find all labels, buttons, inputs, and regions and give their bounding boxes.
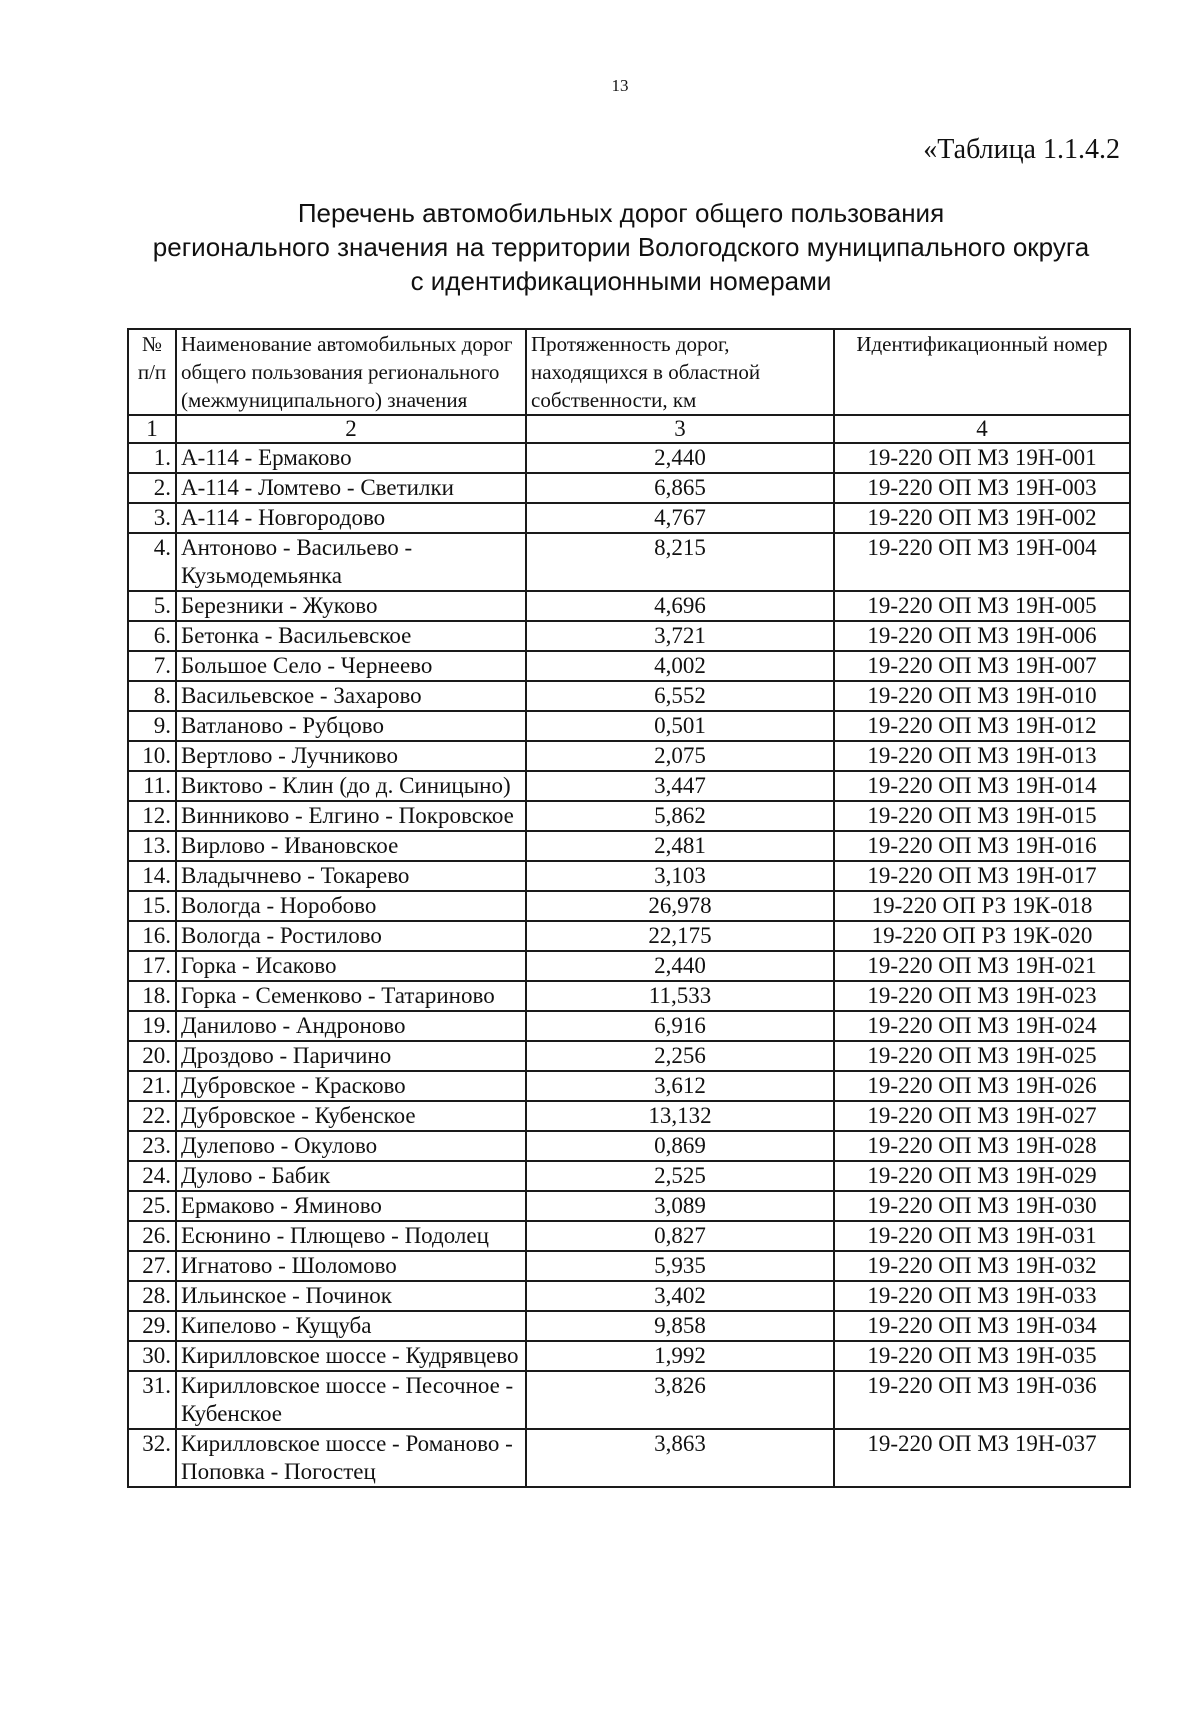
table-body	[128, 415, 1130, 1487]
row-number: 3.	[128, 503, 176, 533]
row-number: 8.	[128, 681, 176, 711]
table-row	[128, 891, 1130, 921]
road-id: 19-220 ОП МЗ 19Н-034	[834, 1311, 1130, 1341]
row-number: 5.	[128, 591, 176, 621]
row-number: 13.	[128, 831, 176, 861]
row-number: 32.	[128, 1429, 176, 1487]
row-number: 20.	[128, 1041, 176, 1071]
road-length: 2,525	[526, 1161, 834, 1191]
table-row	[128, 1041, 1130, 1071]
road-name: Данилово - Андроново	[176, 1011, 526, 1041]
road-id: 19-220 ОП РЗ 19К-020	[834, 921, 1130, 951]
road-length: 3,721	[526, 621, 834, 651]
road-length: 0,869	[526, 1131, 834, 1161]
roads-table	[127, 328, 1131, 1488]
road-name: Вертлово - Лучниково	[176, 741, 526, 771]
row-number: 10.	[128, 741, 176, 771]
road-length: 9,858	[526, 1311, 834, 1341]
road-id: 19-220 ОП МЗ 19Н-036	[834, 1371, 1130, 1429]
table-row	[128, 591, 1130, 621]
table-row	[128, 1101, 1130, 1131]
road-id: 19-220 ОП МЗ 19Н-010	[834, 681, 1130, 711]
column-number: 1	[128, 415, 176, 443]
road-id: 19-220 ОП МЗ 19Н-021	[834, 951, 1130, 981]
table-row	[128, 981, 1130, 1011]
road-name: Ильинское - Починок	[176, 1281, 526, 1311]
header-id: Идентификационный номер	[834, 329, 1130, 415]
column-number: 2	[176, 415, 526, 443]
road-name: А-114 - Новгородово	[176, 503, 526, 533]
row-number: 21.	[128, 1071, 176, 1101]
table-row	[128, 771, 1130, 801]
road-id: 19-220 ОП МЗ 19Н-004	[834, 533, 1130, 591]
road-id: 19-220 ОП МЗ 19Н-016	[834, 831, 1130, 861]
table-reference: «Таблица 1.1.4.2	[923, 134, 1120, 165]
table-row	[128, 1221, 1130, 1251]
row-number: 2.	[128, 473, 176, 503]
road-name: Вирлово - Ивановское	[176, 831, 526, 861]
road-length: 2,075	[526, 741, 834, 771]
column-number: 4	[834, 415, 1130, 443]
row-number: 17.	[128, 951, 176, 981]
table-row	[128, 651, 1130, 681]
road-name: Васильевское - Захарово	[176, 681, 526, 711]
table-row	[128, 1131, 1130, 1161]
table-row	[128, 831, 1130, 861]
road-id: 19-220 ОП МЗ 19Н-013	[834, 741, 1130, 771]
road-length: 1,992	[526, 1341, 834, 1371]
row-number: 11.	[128, 771, 176, 801]
table-row	[128, 443, 1130, 473]
road-length: 3,863	[526, 1429, 834, 1487]
row-number: 29.	[128, 1311, 176, 1341]
table-row	[128, 1371, 1130, 1429]
road-name: Дубровское - Кубенское	[176, 1101, 526, 1131]
road-id: 19-220 ОП МЗ 19Н-031	[834, 1221, 1130, 1251]
road-name: Березники - Жуково	[176, 591, 526, 621]
road-name: Дроздово - Паричино	[176, 1041, 526, 1071]
road-id: 19-220 ОП МЗ 19Н-014	[834, 771, 1130, 801]
road-id: 19-220 ОП МЗ 19Н-023	[834, 981, 1130, 1011]
table-row	[128, 503, 1130, 533]
road-name: Дубровское - Красково	[176, 1071, 526, 1101]
row-number: 6.	[128, 621, 176, 651]
row-number: 27.	[128, 1251, 176, 1281]
table-row	[128, 801, 1130, 831]
road-id: 19-220 ОП МЗ 19Н-005	[834, 591, 1130, 621]
road-length: 8,215	[526, 533, 834, 591]
road-id: 19-220 ОП МЗ 19Н-024	[834, 1011, 1130, 1041]
road-id: 19-220 ОП МЗ 19Н-037	[834, 1429, 1130, 1487]
row-number: 16.	[128, 921, 176, 951]
road-name: Виктово - Клин (до д. Синицыно)	[176, 771, 526, 801]
table-row	[128, 921, 1130, 951]
road-length: 4,696	[526, 591, 834, 621]
page-number: 13	[611, 76, 629, 95]
title-line: Перечень автомобильных дорог общего пользования	[297, 198, 945, 228]
road-length: 13,132	[526, 1101, 834, 1131]
road-length: 2,481	[526, 831, 834, 861]
road-id: 19-220 ОП МЗ 19Н-006	[834, 621, 1130, 651]
road-length: 2,440	[526, 951, 834, 981]
road-id: 19-220 ОП МЗ 19Н-032	[834, 1251, 1130, 1281]
road-id: 19-220 ОП МЗ 19Н-012	[834, 711, 1130, 741]
road-id: 19-220 ОП МЗ 19Н-003	[834, 473, 1130, 503]
road-name: Винниково - Елгино - Покровское	[176, 801, 526, 831]
row-number: 23.	[128, 1131, 176, 1161]
road-length: 3,612	[526, 1071, 834, 1101]
road-name: Ермаково - Яминово	[176, 1191, 526, 1221]
row-number: 4.	[128, 533, 176, 591]
row-number: 14.	[128, 861, 176, 891]
header-length: Протяженность дорог, находящихся в областной собственности, км	[526, 329, 834, 415]
road-name: Вологда - Ростилово	[176, 921, 526, 951]
road-length: 5,862	[526, 801, 834, 831]
road-name: Дулепово - Окулово	[176, 1131, 526, 1161]
road-id: 19-220 ОП МЗ 19Н-025	[834, 1041, 1130, 1071]
table-row	[128, 951, 1130, 981]
road-name: Вологда - Норобово	[176, 891, 526, 921]
road-length: 6,916	[526, 1011, 834, 1041]
document-title	[60, 196, 1182, 298]
table-row	[128, 711, 1130, 741]
road-length: 4,002	[526, 651, 834, 681]
row-number: 19.	[128, 1011, 176, 1041]
table-row	[128, 681, 1130, 711]
row-number: 30.	[128, 1341, 176, 1371]
row-number: 25.	[128, 1191, 176, 1221]
road-id: 19-220 ОП МЗ 19Н-033	[834, 1281, 1130, 1311]
road-name: А-114 - Ермаково	[176, 443, 526, 473]
row-number: 31.	[128, 1371, 176, 1429]
road-name: Дулово - Бабик	[176, 1161, 526, 1191]
road-name: Бетонка - Васильевское	[176, 621, 526, 651]
road-id: 19-220 ОП МЗ 19Н-028	[834, 1131, 1130, 1161]
road-length: 3,402	[526, 1281, 834, 1311]
title-line: регионального значения на территории Вологодского муниципального округа	[152, 232, 1090, 262]
column-numbers-row	[128, 415, 1130, 443]
road-id: 19-220 ОП МЗ 19Н-035	[834, 1341, 1130, 1371]
road-length: 3,089	[526, 1191, 834, 1221]
road-name: Игнатово - Шоломово	[176, 1251, 526, 1281]
row-number: 9.	[128, 711, 176, 741]
road-length: 2,256	[526, 1041, 834, 1071]
row-number: 7.	[128, 651, 176, 681]
road-id: 19-220 ОП МЗ 19Н-026	[834, 1071, 1130, 1101]
road-name: Кирилловское шоссе - Кудрявцево	[176, 1341, 526, 1371]
table-row	[128, 1011, 1130, 1041]
road-id: 19-220 ОП МЗ 19Н-030	[834, 1191, 1130, 1221]
row-number: 15.	[128, 891, 176, 921]
road-name: Кипелово - Кущуба	[176, 1311, 526, 1341]
road-id: 19-220 ОП МЗ 19Н-001	[834, 443, 1130, 473]
table-row	[128, 1191, 1130, 1221]
road-length: 3,447	[526, 771, 834, 801]
road-length: 4,767	[526, 503, 834, 533]
header-num: № п/п	[128, 329, 176, 415]
table-row	[128, 741, 1130, 771]
table-row	[128, 473, 1130, 503]
header-name: Наименование автомобильных дорог общего пользования регионального (межмуниципального) значения	[176, 329, 526, 415]
table-row	[128, 1341, 1130, 1371]
road-length: 11,533	[526, 981, 834, 1011]
road-length: 0,501	[526, 711, 834, 741]
title-line: с идентификационными номерами	[410, 266, 832, 296]
row-number: 1.	[128, 443, 176, 473]
road-name: А-114 - Ломтево - Светилки	[176, 473, 526, 503]
road-length: 2,440	[526, 443, 834, 473]
column-number: 3	[526, 415, 834, 443]
row-number: 26.	[128, 1221, 176, 1251]
road-id: 19-220 ОП МЗ 19Н-002	[834, 503, 1130, 533]
row-number: 12.	[128, 801, 176, 831]
road-id: 19-220 ОП РЗ 19К-018	[834, 891, 1130, 921]
row-number: 18.	[128, 981, 176, 1011]
table-row	[128, 1161, 1130, 1191]
table-row	[128, 621, 1130, 651]
row-number: 28.	[128, 1281, 176, 1311]
table-row	[128, 1251, 1130, 1281]
row-number: 24.	[128, 1161, 176, 1191]
road-id: 19-220 ОП МЗ 19Н-029	[834, 1161, 1130, 1191]
road-length: 3,826	[526, 1371, 834, 1429]
road-length: 6,552	[526, 681, 834, 711]
row-number: 22.	[128, 1101, 176, 1131]
table-row	[128, 1311, 1130, 1341]
table-row	[128, 1429, 1130, 1487]
road-length: 6,865	[526, 473, 834, 503]
road-length: 3,103	[526, 861, 834, 891]
table-header	[128, 329, 1130, 415]
road-id: 19-220 ОП МЗ 19Н-027	[834, 1101, 1130, 1131]
road-name: Антоново - Васильево - Кузьмодемьянка	[176, 533, 526, 591]
road-id: 19-220 ОП МЗ 19Н-015	[834, 801, 1130, 831]
road-name: Ватланово - Рубцово	[176, 711, 526, 741]
road-length: 26,978	[526, 891, 834, 921]
road-id: 19-220 ОП МЗ 19Н-007	[834, 651, 1130, 681]
table-row	[128, 861, 1130, 891]
road-name: Большое Село - Чернеево	[176, 651, 526, 681]
road-name: Кирилловское шоссе - Песочное - Кубенское	[176, 1371, 526, 1429]
road-name: Есюнино - Плющево - Подолец	[176, 1221, 526, 1251]
table-row	[128, 1071, 1130, 1101]
road-length: 22,175	[526, 921, 834, 951]
road-length: 0,827	[526, 1221, 834, 1251]
road-length: 5,935	[526, 1251, 834, 1281]
road-name: Владычнево - Токарево	[176, 861, 526, 891]
road-name: Горка - Семенково - Татариново	[176, 981, 526, 1011]
road-id: 19-220 ОП МЗ 19Н-017	[834, 861, 1130, 891]
road-name: Кирилловское шоссе - Романово - Поповка - Погостец	[176, 1429, 526, 1487]
table-row	[128, 1281, 1130, 1311]
table-row	[128, 533, 1130, 591]
road-name: Горка - Исаково	[176, 951, 526, 981]
